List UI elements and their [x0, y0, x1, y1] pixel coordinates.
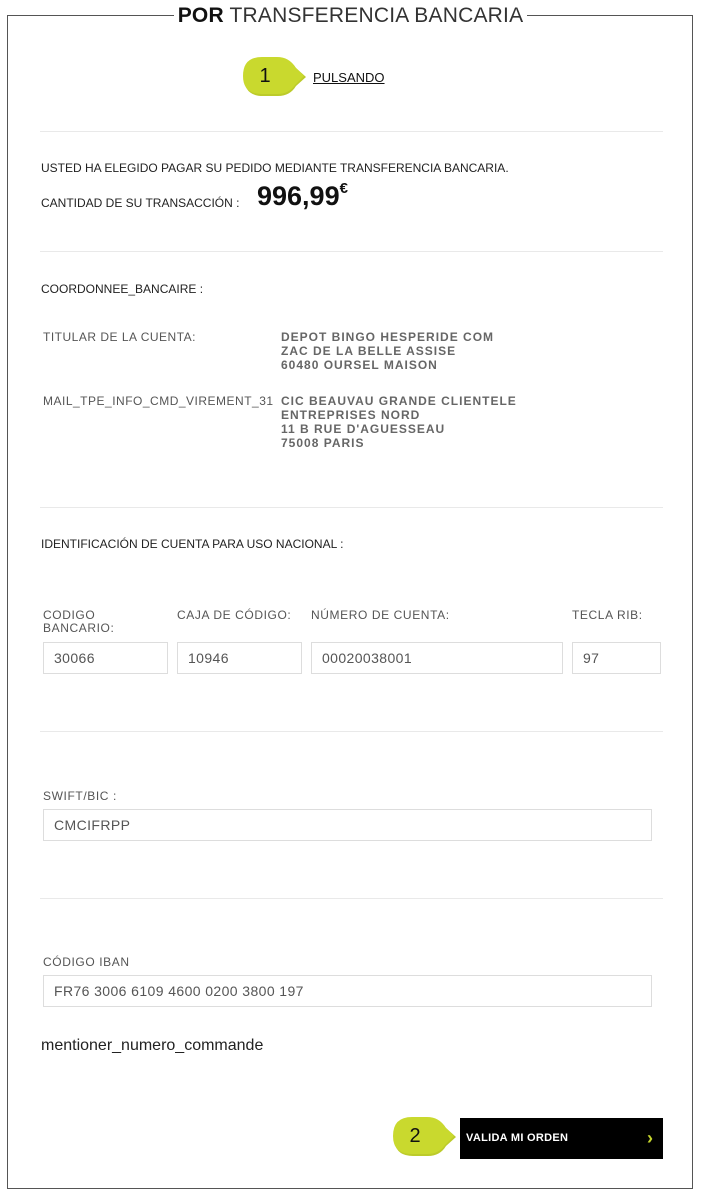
rib-key-field[interactable]: 97	[572, 642, 661, 674]
callout-2-badge	[392, 1116, 452, 1156]
callout-2-number: 2	[409, 1125, 421, 1147]
bank-code-field[interactable]: 30066	[43, 642, 168, 674]
validate-order-button[interactable]	[460, 1118, 663, 1159]
bank-name-label: MAIL_TPE_INFO_CMD_VIREMENT_31	[43, 394, 274, 408]
order-number-note: mentioner_numero_commande	[41, 1037, 264, 1054]
account-holder-label: TITULAR DE LA CUENTA:	[43, 330, 196, 344]
title-rest: TRANSFERENCIA BANCARIA	[229, 4, 524, 27]
branch-code-label: CAJA DE CÓDIGO:	[177, 608, 292, 622]
bank-details-heading: COORDONNEE_BANCAIRE :	[41, 282, 204, 296]
account-number-label: NÚMERO DE CUENTA:	[311, 608, 450, 622]
swift-field[interactable]: CMCIFRPP	[43, 809, 652, 841]
pulsando-link[interactable]: PULSANDO	[313, 70, 385, 85]
branch-code-field[interactable]: 10946	[177, 642, 302, 674]
amount-label: CANTIDAD DE SU TRANSACCIÓN :	[41, 196, 240, 210]
divider	[40, 898, 663, 899]
amount-value: 996,99€	[257, 180, 348, 211]
bank-address-value: CIC BEAUVAU GRANDE CLIENTELE ENTREPRISES NORD 11 B RUE D'AGUESSEAU 75008 PARIS	[281, 394, 517, 450]
bank-code-label: CODIGO BANCARIO:	[43, 608, 115, 635]
account-holder-value: DEPOT BINGO HESPERIDE COM ZAC DE LA BELLE ASSISE 60480 OURSEL MAISON	[281, 330, 495, 372]
divider	[40, 507, 663, 508]
divider	[40, 131, 663, 132]
rib-key-label: TECLA RIB:	[572, 608, 643, 622]
callout-1-badge	[242, 56, 302, 96]
iban-field[interactable]: FR76 3006 6109 4600 0200 3800 197	[43, 975, 652, 1007]
payment-method-text: USTED HA ELEGIDO PAGAR SU PEDIDO MEDIANTE TRANSFERENCIA BANCARIA.	[41, 161, 509, 175]
validate-order-label: VALIDA MI ORDEN	[466, 1132, 569, 1144]
national-id-heading: IDENTIFICACIÓN DE CUENTA PARA USO NACIONAL :	[41, 537, 344, 551]
divider	[40, 731, 663, 732]
iban-label: CÓDIGO IBAN	[43, 955, 130, 969]
panel-title	[0, 4, 701, 28]
divider	[40, 251, 663, 252]
bank-transfer-panel	[7, 15, 693, 1189]
chevron-right-icon: ›	[647, 1128, 653, 1148]
title-bold: POR	[177, 4, 224, 27]
account-number-field[interactable]: 00020038001	[311, 642, 563, 674]
callout-1-number: 1	[259, 65, 271, 87]
swift-label: SWIFT/BIC :	[43, 789, 117, 803]
